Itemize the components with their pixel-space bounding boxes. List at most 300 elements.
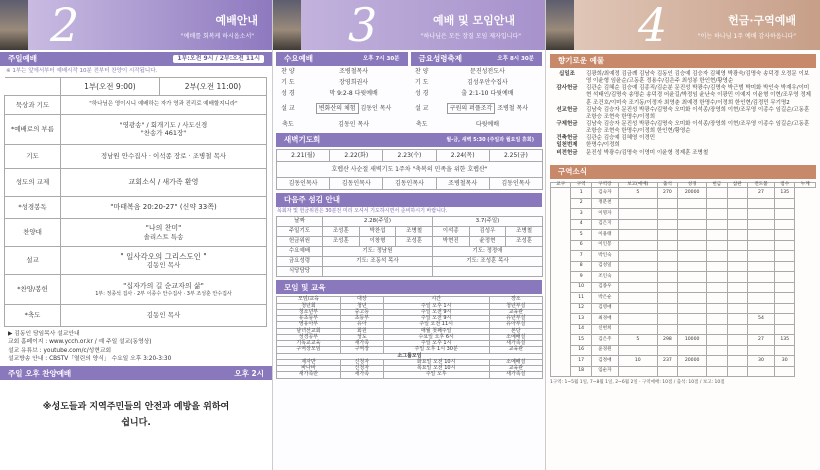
next-label: 주일기도 <box>277 227 323 237</box>
worship-order-table <box>4 77 267 327</box>
cell-value: 이용태 <box>591 230 618 241</box>
afternoon-title: 주일 오후 찬양예배 <box>8 368 72 378</box>
dawn-date: 2.21(월) <box>277 150 330 162</box>
cell-value <box>678 240 707 251</box>
cell-value <box>678 219 707 230</box>
next-cell: 기도: 정정애 <box>432 247 542 257</box>
cell-value <box>678 251 707 262</box>
meet-cell: 목요일 오전 10시 <box>383 366 489 372</box>
dawn-leader: 김동인목사 <box>489 178 542 190</box>
cell-value <box>618 198 657 209</box>
afternoon-bar <box>0 366 272 380</box>
cell-header: 헌금 <box>707 182 727 188</box>
cell-value <box>707 219 727 230</box>
dawn-date: 2.23(수) <box>383 150 436 162</box>
cell-value <box>618 272 657 283</box>
cell-value <box>618 209 657 220</box>
cell-value <box>774 251 794 262</box>
row-value2: 1부: 정종석 집사 · 2부 이종수 안수집사 · 3부 조성훈 안수집사 <box>95 290 232 297</box>
meet-cell: 새가족 <box>340 372 383 378</box>
cell-value <box>747 293 774 304</box>
offer-names: 김남숙 김승자 문진성 박광수/김명숙 오미화 이석종/장영희 이현/조무영 이종수 임길순/고동훈 조항승 조현숙 한명수/이정희 한인현/황영순 <box>586 120 810 135</box>
cell-row <box>551 324 816 335</box>
wed-value2: 김동인 목사 <box>360 105 392 113</box>
cell-value <box>727 198 747 209</box>
cell-value <box>774 261 794 272</box>
cell-value: 5 <box>618 335 657 346</box>
next-cell: 기도: 조성훈 목사 <box>432 257 542 267</box>
wed-label: 설 교 <box>281 105 295 113</box>
cell-row <box>551 282 816 293</box>
cell-header: 참관 <box>727 182 747 188</box>
cell-value <box>618 261 657 272</box>
cell-header: 교구 <box>551 182 571 188</box>
offer-names: 문진성 박광수/김명숙 이영미 이윤형 정제훈 조병철 <box>586 149 709 156</box>
cell-value <box>727 356 747 367</box>
cell-value <box>678 272 707 283</box>
cell-value <box>747 282 774 293</box>
panel-header <box>0 0 272 50</box>
cell-value <box>747 261 774 272</box>
cell-value <box>657 219 677 230</box>
cell-value: 김정애 <box>591 356 618 367</box>
cell-value <box>618 366 657 377</box>
cell-row <box>551 188 816 199</box>
dawn-date: 2.24(목) <box>436 150 489 162</box>
meet-title: 모임 및 교육 <box>284 282 326 292</box>
cell-value: 조인숙 <box>591 272 618 283</box>
cell-row <box>551 272 816 283</box>
cell-value <box>707 335 727 346</box>
panel-subtitle: "예배를 회복케 하시옵소서" <box>180 33 254 40</box>
wed-bar <box>276 52 408 66</box>
meet-cell: 신청자 <box>340 359 383 365</box>
cell-value <box>727 282 747 293</box>
cell-value <box>727 209 747 220</box>
cell-value: 9 <box>571 272 591 283</box>
cell-row <box>551 209 816 220</box>
meet-cell: 화요일 오전 10시 <box>383 359 489 365</box>
offer-type: 선교헌금 <box>556 106 578 113</box>
wed-label: 찬 양 <box>281 67 295 75</box>
dawn-leader: 조병철목사 <box>436 178 489 190</box>
meet-cell: 바나바 <box>277 366 341 372</box>
cell-value <box>747 345 774 356</box>
cell-value <box>707 230 727 241</box>
page-number: 4 <box>638 0 668 50</box>
dawn-date: 2.22(화) <box>330 150 383 162</box>
cell-value: 2 <box>571 198 591 209</box>
offer-type: 감사헌금 <box>556 85 578 92</box>
meet-cell: 구역장 <box>340 347 383 353</box>
offer-type: 건축헌금 <box>556 135 578 142</box>
cell-value <box>774 240 794 251</box>
row-value: 교회소식 / 새가족 환영 <box>61 168 267 196</box>
cell-value <box>678 230 707 241</box>
cell-value <box>657 272 677 283</box>
next-label: 식당담당 <box>277 267 323 277</box>
youtube-link[interactable]: 설교 유튜브 : youtube.com/c/성현교회 <box>8 347 112 354</box>
next-cell: 조병철 <box>506 227 543 237</box>
cell-value <box>657 240 677 251</box>
cell-value <box>657 261 677 272</box>
cell-value <box>774 314 794 325</box>
cell-value <box>727 219 747 230</box>
wed-value: 조병철목사 <box>339 67 369 75</box>
dawn-leader: 김동인목사 <box>277 178 330 190</box>
meet-cell: 초등부 <box>340 316 383 322</box>
cell-value: 298 <box>657 335 677 346</box>
cell-value <box>657 366 677 377</box>
row-value: "영광송" / 회개기도 / 사도신경 <box>119 121 208 130</box>
meet-cell: 소예배실 <box>489 334 542 340</box>
meet-bar <box>276 280 542 294</box>
meet-cell: 새가족실 <box>489 372 542 378</box>
next-label: 헌금위원 <box>277 237 323 247</box>
dawn-note: 호렙산 사순절 새벽기도 1주차 "축복의 민족을 위한 호렙산" <box>277 162 543 178</box>
row-label: 묵상과 기도 <box>5 95 61 114</box>
cell-header: 출석 <box>657 182 677 188</box>
next-cell: 기도: 조동석 목사 <box>322 257 432 267</box>
meet-cell: 성경공부 <box>277 334 341 340</box>
meet-cell: 회원 <box>340 328 383 334</box>
broadcast-link: 설교방송 안내 : CBSTV「열린의 양식」 수요일 오후 3:20-3:30 <box>8 356 172 363</box>
cell-value <box>707 314 727 325</box>
cell-value <box>657 314 677 325</box>
meet-cell: 유아부실 <box>489 322 542 328</box>
meet-cell: 소예배실 <box>489 359 542 365</box>
service-2: 2부(오전 11:00) <box>159 77 266 95</box>
cell-value <box>707 251 727 262</box>
sunday-bar <box>0 52 272 66</box>
page-number: 3 <box>348 0 378 50</box>
cell-row <box>551 198 816 209</box>
next-cell: 박현진 <box>432 237 469 247</box>
cell-value <box>727 345 747 356</box>
meet-cell: 교육관 <box>489 347 542 353</box>
meet-cell: 주일 오후 1시 <box>383 341 489 347</box>
wed-table <box>276 66 408 130</box>
next-cell: 김성우 <box>469 227 506 237</box>
cell-value <box>747 272 774 283</box>
next-cell: 조성훈 <box>506 237 543 247</box>
cell-row <box>551 345 816 356</box>
next-cell <box>322 267 432 277</box>
cell-row <box>551 293 816 304</box>
row-value: " 일사각오의 그리스도인 " <box>120 251 207 261</box>
cell-value <box>707 303 727 314</box>
next-cell: 윤정현 <box>469 237 506 247</box>
next-table <box>276 216 543 277</box>
cell-value <box>747 303 774 314</box>
sunday-times: 1부:오전 9시 / 2부:오전 11시 <box>173 55 264 63</box>
cell-value <box>774 198 794 209</box>
cell-value <box>678 366 707 377</box>
cell-value <box>678 324 707 335</box>
homepage-link[interactable]: 교회 홈페이지 : www.ycch.or.kr / 예 주일 설교(동영상) <box>8 339 152 346</box>
row-label: *찬양/봉헌 <box>5 274 61 304</box>
fri-value: 다윗예배 <box>475 120 500 128</box>
cell-value <box>678 282 707 293</box>
cell-value: 김종우 <box>591 282 618 293</box>
cell-value <box>618 303 657 314</box>
cell-value: 7 <box>571 251 591 262</box>
cell-value <box>707 293 727 304</box>
cell-value <box>774 272 794 283</box>
cell-value <box>774 345 794 356</box>
meet-cell: 제자반 <box>277 359 341 365</box>
meet-cell: 본당 <box>489 328 542 334</box>
cell-value <box>727 188 747 199</box>
cell-value <box>657 282 677 293</box>
cell-value <box>727 272 747 283</box>
cell-value <box>747 240 774 251</box>
dawn-leader: 김동인목사 <box>383 178 436 190</box>
cell-value: 20000 <box>678 356 707 367</box>
offer-names: 한명수/이정희 <box>586 142 620 149</box>
wed-label: 축도 <box>282 120 294 128</box>
offer-names: 김관순 김혜순 김승예 김종직/김순분 문진성 박광수/김명숙 박근범 박미화 박인숙 박재우/이미현 석태인/김명숙 송명순 송덕경 어윤길/박정임 윤난숙 이광민 이예지 이윤형 이현/조무영 정제훈 조건호/이미숙 조기동/이정자 최영춘 최예경 한명수/이정희 한인현/김정민 무기명2 <box>586 85 811 106</box>
cell-value <box>747 324 774 335</box>
dawn-bar <box>276 133 542 147</box>
cell-value <box>747 209 774 220</box>
wed-value: 막 9:2-8 <box>329 89 353 97</box>
wed-time: 오후 7시 30분 <box>362 55 400 62</box>
cell-value: 10000 <box>678 335 707 346</box>
cell-value <box>747 198 774 209</box>
cell-value: 5 <box>618 188 657 199</box>
cell-header: 점수 <box>774 182 794 188</box>
fri-table <box>411 66 543 130</box>
cell-value: 박인숙 <box>591 251 618 262</box>
meet-cell: 기독교교육 <box>277 341 341 347</box>
cell-row <box>551 219 816 230</box>
offer-type: 일천번제 <box>556 142 578 149</box>
next-cell: 박찬섭 <box>359 227 396 237</box>
cell-value: 신현희 <box>591 324 618 335</box>
cell-value: 270 <box>657 188 677 199</box>
offer-names: 김광희/최예정 김금례 김남숙 김동인 김승예 김승자 김혜영 박광숙/김명숙 송덕경 오정문 이보영 이윤형 임윤순/고동훈 정용수/김은주 최성봉 한인현/황영순 <box>586 71 810 85</box>
meet-header: 장소 <box>489 297 542 303</box>
cell-value <box>747 230 774 241</box>
meet-cell: 수요일 오후 6시 <box>383 334 489 340</box>
cell-row <box>551 303 816 314</box>
cell-value: 14 <box>571 324 591 335</box>
cell-value: 27 <box>747 188 774 199</box>
cell-value: 3 <box>571 209 591 220</box>
row-value2: 김동인 목사 <box>146 261 181 269</box>
next-label: 수요예배 <box>277 247 323 257</box>
cell-value: 54 <box>747 314 774 325</box>
cell-value <box>727 366 747 377</box>
offer-type: 구제헌금 <box>556 120 578 127</box>
row-label: 찬양대 <box>5 218 61 246</box>
fri-value2: 다윗예배 <box>490 89 514 97</box>
next-cell: 조성훈 <box>322 227 359 237</box>
cell-value: 이명자 <box>591 209 618 220</box>
dawn-title: 새벽기도회 <box>284 135 321 145</box>
fri-value: 출 2:1-10 <box>461 89 489 97</box>
cell-value <box>678 314 707 325</box>
fri-label: 축도 <box>415 120 428 128</box>
row-label: *축도 <box>5 304 61 326</box>
meet-cell: 영유아부 <box>277 322 341 328</box>
row-label: *성경봉독 <box>5 196 61 218</box>
cell-value <box>727 335 747 346</box>
cell-value <box>774 282 794 293</box>
cell-value: 135 <box>774 188 794 199</box>
fri-label: 기 도 <box>414 78 429 86</box>
cell-value <box>727 293 747 304</box>
offer-type: 비전헌금 <box>556 149 578 156</box>
cell-value <box>657 324 677 335</box>
panel-header <box>546 0 820 50</box>
cell-value <box>774 230 794 241</box>
cell-value <box>747 251 774 262</box>
cell-value <box>707 209 727 220</box>
cell-value: 237 <box>657 356 677 367</box>
dawn-date: 2.25(금) <box>489 150 542 162</box>
cell-value <box>707 188 727 199</box>
meet-cell: 청소년부 <box>277 309 341 315</box>
cell-value <box>727 251 747 262</box>
cell-row <box>551 251 816 262</box>
dawn-leader: 김동인목사 <box>330 178 383 190</box>
wed-value: 장영희권사 <box>339 78 369 86</box>
cell-header: 누계 <box>795 182 816 188</box>
cell-value <box>618 282 657 293</box>
wed-title: 수요예배 <box>284 54 313 64</box>
fri-time: 오후 8시 30분 <box>497 55 534 62</box>
meet-cell: 주일 오전 9시 <box>383 309 489 315</box>
next-cell <box>432 267 542 277</box>
meet-table <box>276 296 543 378</box>
cell-value: 135 <box>774 335 794 346</box>
fri-label: 설 교 <box>414 105 429 113</box>
cell-row <box>551 366 816 377</box>
offer-title: 향기로운 예물 <box>558 56 605 66</box>
panel-title: 예배안내 <box>215 14 258 27</box>
meet-cell: 청년회 <box>277 303 341 309</box>
parish-cell <box>551 188 571 377</box>
cell-value <box>747 366 774 377</box>
page-number: 2 <box>50 0 80 50</box>
next-bar <box>276 193 542 207</box>
cell-value <box>774 366 794 377</box>
meetings-panel <box>273 0 546 470</box>
next-cell: 기도: 정남원 <box>322 247 432 257</box>
next-header: 2.28(주일) <box>322 217 432 227</box>
church-photo <box>0 0 28 50</box>
fri-label: 찬 양 <box>414 67 429 75</box>
meet-cell: 유초등부 <box>277 316 341 322</box>
next-header: 3.7(주일) <box>432 217 542 227</box>
cell-row <box>551 356 816 367</box>
cell-value <box>707 198 727 209</box>
cell-value <box>707 345 727 356</box>
fri-value: 문진성전도사 <box>470 67 505 75</box>
cell-value <box>707 356 727 367</box>
wed-value: 변화산의 체험 <box>316 103 359 114</box>
cell-value <box>774 219 794 230</box>
cell-value <box>657 345 677 356</box>
row-label: 성도의 교제 <box>5 168 61 196</box>
cell-value <box>774 324 794 335</box>
row-value: "하나님은 영이시니 예배하는 자가 영과 진리로 예배할지니라" <box>61 95 267 114</box>
cell-value: 30 <box>747 356 774 367</box>
cell-value: 최경애 <box>591 314 618 325</box>
row-value2: 솔리스트 특송 <box>143 232 184 241</box>
cell-header: 구역 <box>571 182 591 188</box>
cell-value: 5 <box>571 230 591 241</box>
cell-table <box>550 182 816 378</box>
meet-cell: 주일 오후 <box>383 372 489 378</box>
cell-value: 김은지 <box>591 219 618 230</box>
sunday-title: 주일예배 <box>8 54 37 64</box>
fri-label: 성 경 <box>414 89 429 97</box>
cell-value: 16 <box>571 345 591 356</box>
cell-value: 김은주 <box>591 335 618 346</box>
cell-value <box>774 303 794 314</box>
cell-value: 1 <box>571 188 591 199</box>
cell-value: 10 <box>571 282 591 293</box>
sermon-links <box>0 327 272 367</box>
panel-title: 헌금·구역예배 <box>728 14 796 27</box>
cell-value <box>618 240 657 251</box>
meet-cell: 유년부실 <box>489 316 542 322</box>
meet-cell: 청년 <box>340 303 383 309</box>
meet-header: 대상 <box>340 297 383 303</box>
cell-value <box>678 198 707 209</box>
next-cell: 이창형 <box>359 237 396 247</box>
wed-value: 김동인 목사 <box>338 120 370 128</box>
cell-value: 27 <box>747 335 774 346</box>
closing-notice: ※성도들과 지역주민들의 안전과 예방을 위하여 쉽니다. <box>42 402 230 428</box>
cell-value: 김영애 <box>591 303 618 314</box>
meet-cell: 중고등 <box>340 309 383 315</box>
cell-value: 12 <box>571 303 591 314</box>
meet-header: 시간 <box>383 297 489 303</box>
sermon-link-title: ▶ 김동인 담임목사 설교안내 <box>8 330 80 337</box>
offer-names: 김남숙 김승자 문진성 박광수/김명숙 오미화 이석종/장영희 이현/조무영 이종수 임길순/고동훈 조항승 조현숙 한명수/이정희 <box>586 106 810 120</box>
cell-value: 이인봉 <box>591 240 618 251</box>
next-title: 다음주 섬김 안내 <box>284 195 340 205</box>
cell-value: 박은순 <box>591 293 618 304</box>
cell-value: 15 <box>571 335 591 346</box>
cell-value <box>618 345 657 356</box>
cell-row <box>551 261 816 272</box>
meet-cell: 주일 오후 1시 30분 <box>383 347 489 353</box>
meet-cell: 주일 오전 11시 <box>383 322 489 328</box>
worship-panel <box>0 0 273 470</box>
cell-value: 윤경원 <box>591 345 618 356</box>
next-cell: 조성훈 <box>322 237 359 247</box>
cell-value <box>657 198 677 209</box>
row-value: "십자가의 길 순교자의 삶" <box>123 281 204 290</box>
row-label: *예배로의 부름 <box>5 114 61 144</box>
panel-header <box>273 0 545 50</box>
cell-row <box>551 314 816 325</box>
church-photo <box>273 0 301 50</box>
cell-value <box>727 261 747 272</box>
next-cell: 조성훈 <box>396 237 433 247</box>
offer-names: 김관순 김승예 김혜영 이경민 <box>586 135 656 142</box>
cell-value <box>678 345 707 356</box>
cell-value <box>747 219 774 230</box>
row-value2: "찬송가 461장" <box>140 129 187 138</box>
next-cell: 이석종 <box>432 227 469 237</box>
meet-cell: 교육관 <box>489 366 542 372</box>
